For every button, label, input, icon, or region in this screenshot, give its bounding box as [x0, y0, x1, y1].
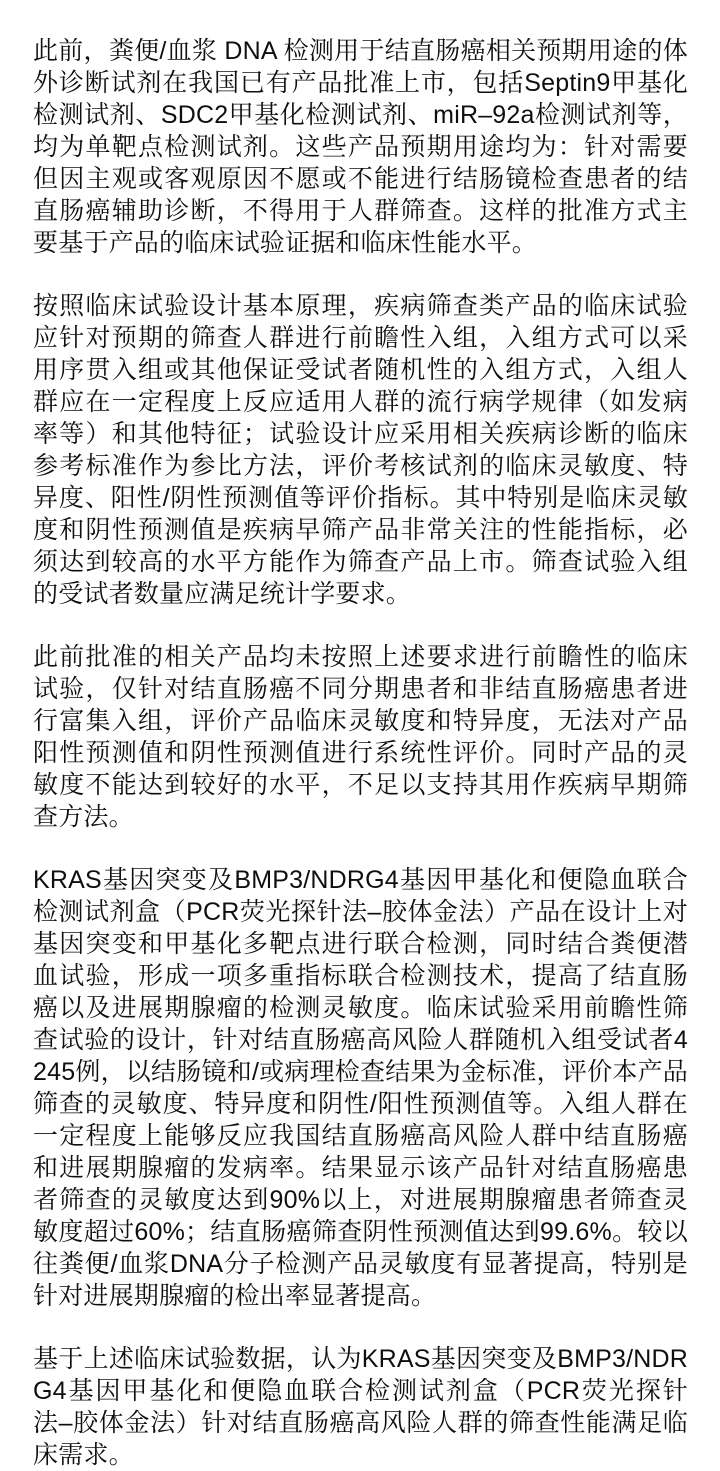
paragraph-trial-design-principles: 按照临床试验设计基本原理，疾病筛查类产品的临床试验应针对预期的筛查人群进行前瞻性入组，入组方式可以采用序贯入组或其他保证受试者随机性的入组方式，入组人群应在一定程度上反应适用人群的流行病学规律（如发病率等）和其他特征；试验设计应采用相关疾病诊断的临床参考标准作为参比方法，评价考核试剂的临床灵敏度、特异度、阳性/阴性预测值等评价指标。其中特别是临床灵敏度和阴性预测值是疾病早筛产品非常关注的性能指标，必须达到较高的水平方能作为筛查产品上市。筛查试验入组的受试者数量应满足统计学要求。 [33, 292, 688, 608]
paragraph-kras-kit-trial-results: KRAS基因突变及BMP3/NDRG4基因甲基化和便隐血联合检测试剂盒（PCR荧光探针法–胶体金法）产品在设计上对基因突变和甲基化多靶点进行联合检测，同时结合粪便潜血试验，形成一项多重指标联合检测技术，提高了结直肠癌以及进展期腺瘤的检测灵敏度。临床试验采用前瞻性筛查试验的设计，针对结直肠癌高风险人群随机入组受试者4245例，以结肠镜和/或病理检查结果为金标准，评价本产品筛查的灵敏度、特异度和阴性/阳性预测值等。入组人群在一定程度上能够反应我国结直肠癌高风险人群中结直肠癌和进展期腺瘤的发病率。结果显示该产品针对结直肠癌患者筛查的灵敏度达到90%以上，对进展期腺瘤患者筛查灵敏度超过60%；结直肠癌筛查阴性预测值达到99.6%。较以往粪便/血浆DNA分子检测产品灵敏度有显著提高，特别是针对进展期腺瘤的检出率显著提高。 [33, 866, 688, 1310]
paragraph-prior-products-limitations: 此前批准的相关产品均未按照上述要求进行前瞻性的临床试验，仅针对结直肠癌不同分期患者和非结直肠癌患者进行富集入组，评价产品临床灵敏度和特异度，无法对产品阳性预测值和阴性预测值进行系统性评价。同时产品的灵敏度不能达到较好的水平，不足以支持其用作疾病早期筛查方法。 [33, 643, 688, 831]
paragraph-prior-approved-products: 此前，粪便/血浆 DNA 检测用于结直肠癌相关预期用途的体外诊断试剂在我国已有产品批准上市，包括Septin9甲基化检测试剂、SDC2甲基化检测试剂、miR–92a检测试剂等，均为单靶点检测试剂。这些产品预期用途均为：针对需要但因主观或客观原因不愿或不能进行结肠镜检查患者的结直肠癌辅助诊断，不得用于人群筛查。这样的批准方式主要基于产品的临床试验证据和临床性能水平。 [33, 37, 688, 257]
paragraph-conclusion: 基于上述临床试验数据，认为KRAS基因突变及BMP3/NDRG4基因甲基化和便隐血联合检测试剂盒（PCR荧光探针法–胶体金法）针对结直肠癌高风险人群的筛查性能满足临床需求。 [33, 1345, 688, 1469]
